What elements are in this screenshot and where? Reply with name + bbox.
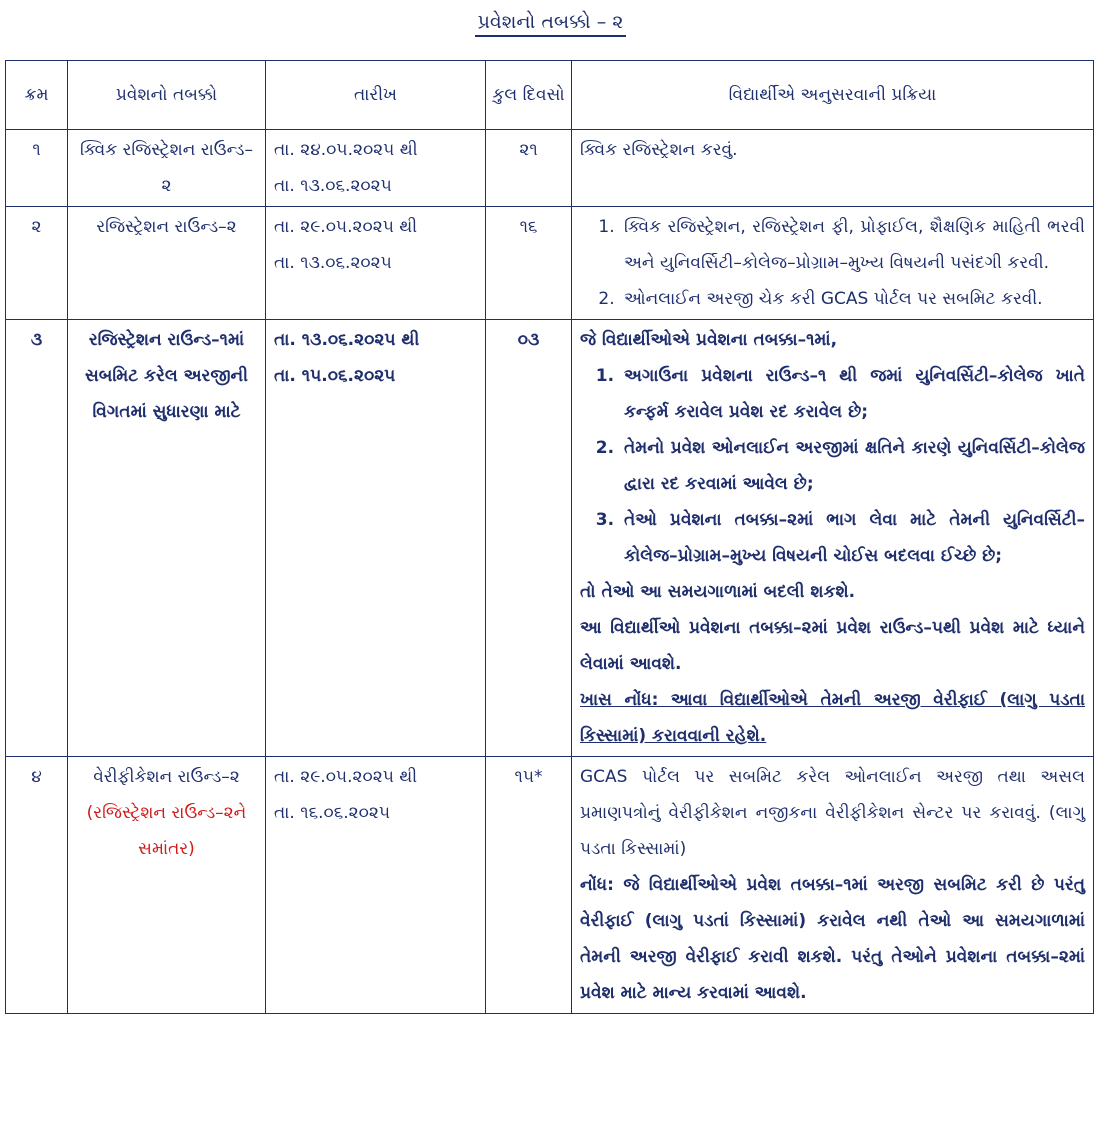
row-days: ૧૬ [486,207,572,320]
list-item: 3. તેઓ પ્રવેશના તબક્કા–૨માં ભાગ લેવા માટે તેમની યુનિવર્સિટી–કોલેજ–પ્રોગ્રામ–મુખ્ય વિષયની ચોઈસ બદલવા ઈચ્છે છે; [620,502,1085,574]
row-days: ૧૫* [486,757,572,1014]
row-stage: રજિસ્ટ્રેશન રાઉન્ડ–૨ [68,207,266,320]
table-row [6,757,1094,1014]
process-list [580,358,1085,574]
list-item: 2. ઓનલાઈન અરજી ચેક કરી GCAS પોર્ટલ પર સબમિટ કરવી. [620,281,1085,317]
header-stage: પ્રવેશનો તબક્કો [68,61,266,130]
page-title: પ્રવેશનો તબક્કો – ૨ [0,8,1101,36]
row-process [572,320,1094,757]
table-row [6,130,1094,207]
list-item: 1. અગાઉના પ્રવેશના રાઉન્ડ–૧ થી જમાં યુનિવર્સિટી–કોલેજ ખાતે કન્ફર્મ કરાવેલ પ્રવેશ રદ કરાવેલ છે; [620,358,1085,430]
process-text: GCAS પોર્ટલ પર સબમિટ કરેલ ઓનલાઈન અરજી તથા અસલ પ્રમાણપત્રોનું વેરીફીકેશન નજીકના વેરીફીકેશન સેન્ટર પર કરાવવું. (લાગુ પડતા કિસ્સામાં) [580,767,1085,859]
row-date [266,757,486,1014]
admission-schedule-table [5,60,1094,1014]
row-sr: ૧ [6,130,68,207]
row-stage [68,757,266,1014]
date-to: તા. ૧૬.૦૬.૨૦૨૫ [274,803,391,823]
date-to: તા. ૧૩.૦૬.૨૦૨૫ [274,253,392,273]
row-date [266,130,486,207]
row-stage: ક્વિક રજિસ્ટ્રેશન રાઉન્ડ–૨ [68,130,266,207]
row-sr: ૩ [6,320,68,757]
special-note: ખાસ નોંધ: આવા વિદ્યાર્થીઓએ તેમની અરજી વેરીફાઈ (લાગુ પડતા કિસ્સામાં) કરાવવાની રહેશે. [580,690,1085,746]
row-process: ક્વિક રજિસ્ટ્રેશન કરવું. [572,130,1094,207]
row-sr: ૪ [6,757,68,1014]
row-date [266,207,486,320]
row-days: ૨૧ [486,130,572,207]
date-to: તા. ૧૩.૦૬.૨૦૨૫ [274,176,392,196]
header-date: તારીખ [266,61,486,130]
table-header-row [6,61,1094,130]
row-days: ૦૩ [486,320,572,757]
process-note: નોંધ: જે વિદ્યાર્થીઓએ પ્રવેશ તબક્કા–૧માં અરજી સબમિટ કરી છે પરંતુ વેરીફાઈ (લાગુ પડતાં કિસ્સામાં) કરાવેલ નથી તેઓ આ સમયગાળામાં તેમની અરજી વેરીફાઈ કરાવી શકશે. પરંતુ તેઓને પ્રવેશના તબક્કા–૨માં પ્રવેશ માટે માન્ય કરવામાં આવશે. [580,875,1085,1003]
date-from: તા. ૨૯.૦૫.૨૦૨૫ થી [274,767,418,787]
row-sr: ૨ [6,207,68,320]
date-to: તા. ૧૫.૦૬.૨૦૨૫ [274,366,396,386]
row-stage: રજિસ્ટ્રેશન રાઉન્ડ–૧માં સબમિટ કરેલ અરજીની વિગતમાં સુધારણા માટે [68,320,266,757]
row-process [572,207,1094,320]
row-date [266,320,486,757]
process-line: આ વિદ્યાર્થીઓ પ્રવેશના તબક્કા–૨માં પ્રવેશ રાઉન્ડ–૫થી પ્રવેશ માટે ધ્યાને લેવામાં આવશે. [580,618,1085,674]
header-sr: ક્રમ [6,61,68,130]
stage-parallel-note: (રજિસ્ટ્રેશન રાઉન્ડ–૨ને સમાંતર) [86,803,247,859]
date-from: તા. ૨૯.૦૫.૨૦૨૫ થી [274,217,418,237]
list-item: 1. ક્વિક રજિસ્ટ્રેશન, રજિસ્ટ્રેશન ફી, પ્રોફાઈલ, શૈક્ષણિક માહિતી ભરવી અને યુનિવર્સિટી–કોલેજ–પ્રોગ્રામ–મુખ્ય વિષયની પસંદગી કરવી. [620,209,1085,281]
date-from: તા. ૨૪.૦૫.૨૦૨૫ થી [274,140,418,160]
process-intro: જે વિદ્યાર્થીઓએ પ્રવેશના તબક્કા–૧માં, [580,330,838,350]
table-row [6,207,1094,320]
header-process: વિદ્યાર્થીએ અનુસરવાની પ્રક્રિયા [572,61,1094,130]
process-list [580,209,1085,317]
row-process [572,757,1094,1014]
process-line: તો તેઓ આ સમયગાળામાં બદલી શકશે. [580,582,856,602]
table-row [6,320,1094,757]
header-days: કુલ દિવસો [486,61,572,130]
date-from: તા. ૧૩.૦૬.૨૦૨૫ થી [274,330,420,350]
list-item: 2. તેમનો પ્રવેશ ઓનલાઈન અરજીમાં ક્ષતિને કારણે યુનિવર્સિટી–કોલેજ દ્વારા રદ કરવામાં આવેલ છે; [620,430,1085,502]
stage-label: વેરીફીકેશન રાઉન્ડ–૨ [93,767,240,787]
